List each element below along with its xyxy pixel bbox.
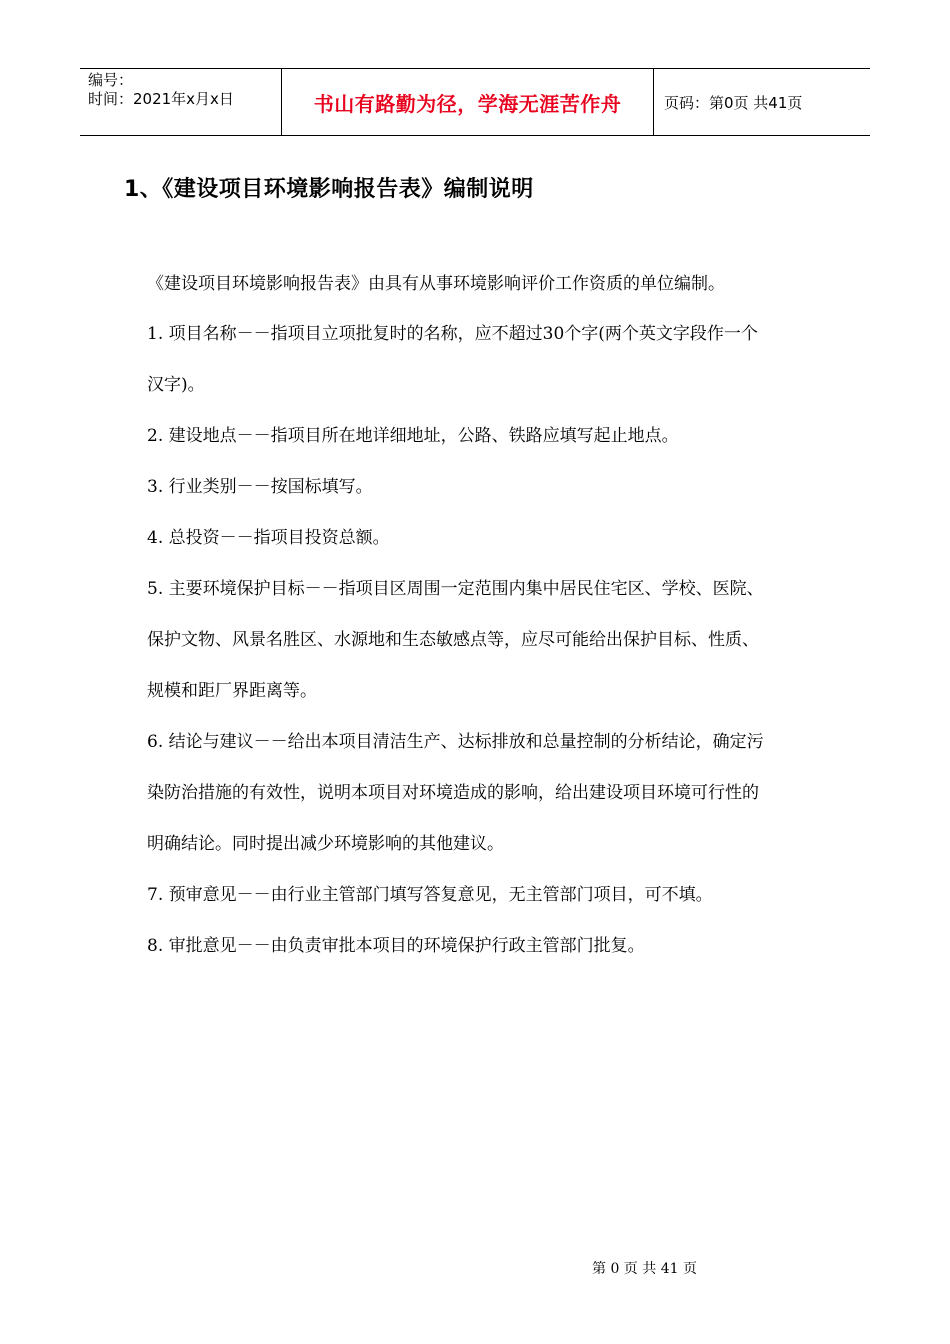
body-line: 6. 结论与建议－－给出本项目清洁生产、达标排放和总量控制的分析结论，确定污	[147, 732, 764, 752]
document-body	[147, 262, 847, 972]
page-header	[80, 68, 870, 136]
page-footer	[592, 1258, 697, 1278]
body-line: 5. 主要环境保护目标－－指项目区周围一定范围内集中居民住宅区、学校、医院、	[147, 579, 764, 599]
body-line: 4. 总投资－－指项目投资总额。	[147, 528, 390, 548]
document-date-label: 时间：2021年x月x日	[88, 90, 234, 108]
body-line: 保护文物、风景名胜区、水源地和生态敏感点等，应尽可能给出保护目标、性质、	[147, 630, 759, 650]
body-line: 2. 建设地点－－指项目所在地详细地址，公路、铁路应填写起止地点。	[147, 426, 679, 446]
footer-page-number: 第 0 页 共 41 页	[592, 1261, 697, 1277]
header-page-info: 页码：第0页 共41页	[664, 93, 803, 112]
body-line: 1. 项目名称－－指项目立项批复时的名称，应不超过30个字(两个英文字段作一个	[147, 324, 758, 344]
body-line: 规模和距厂界距离等。	[147, 681, 317, 701]
body-line: 明确结论。同时提出减少环境影响的其他建议。	[147, 834, 504, 854]
header-right-cell	[654, 69, 870, 135]
body-line: 7. 预审意见－－由行业主管部门填写答复意见，无主管部门项目，可不填。	[147, 885, 713, 905]
header-motto: 书山有路勤为径，学海无涯苦作舟	[313, 91, 622, 116]
intro-paragraph: 《建设项目环境影响报告表》由具有从事环境影响评价工作资质的单位编制。	[147, 274, 725, 294]
section-title: 1、《建设项目环境影响报告表》编制说明	[124, 177, 534, 202]
header-middle-cell	[281, 69, 654, 135]
header-left-cell	[80, 69, 281, 135]
body-line: 汉字)。	[147, 375, 205, 395]
document-number-label: 编号：	[88, 71, 134, 89]
body-line: 3. 行业类别－－按国标填写。	[147, 477, 373, 497]
body-line: 染防治措施的有效性，说明本项目对环境造成的影响，给出建设项目环境可行性的	[147, 783, 759, 803]
body-line: 8. 审批意见－－由负责审批本项目的环境保护行政主管部门批复。	[147, 936, 645, 956]
